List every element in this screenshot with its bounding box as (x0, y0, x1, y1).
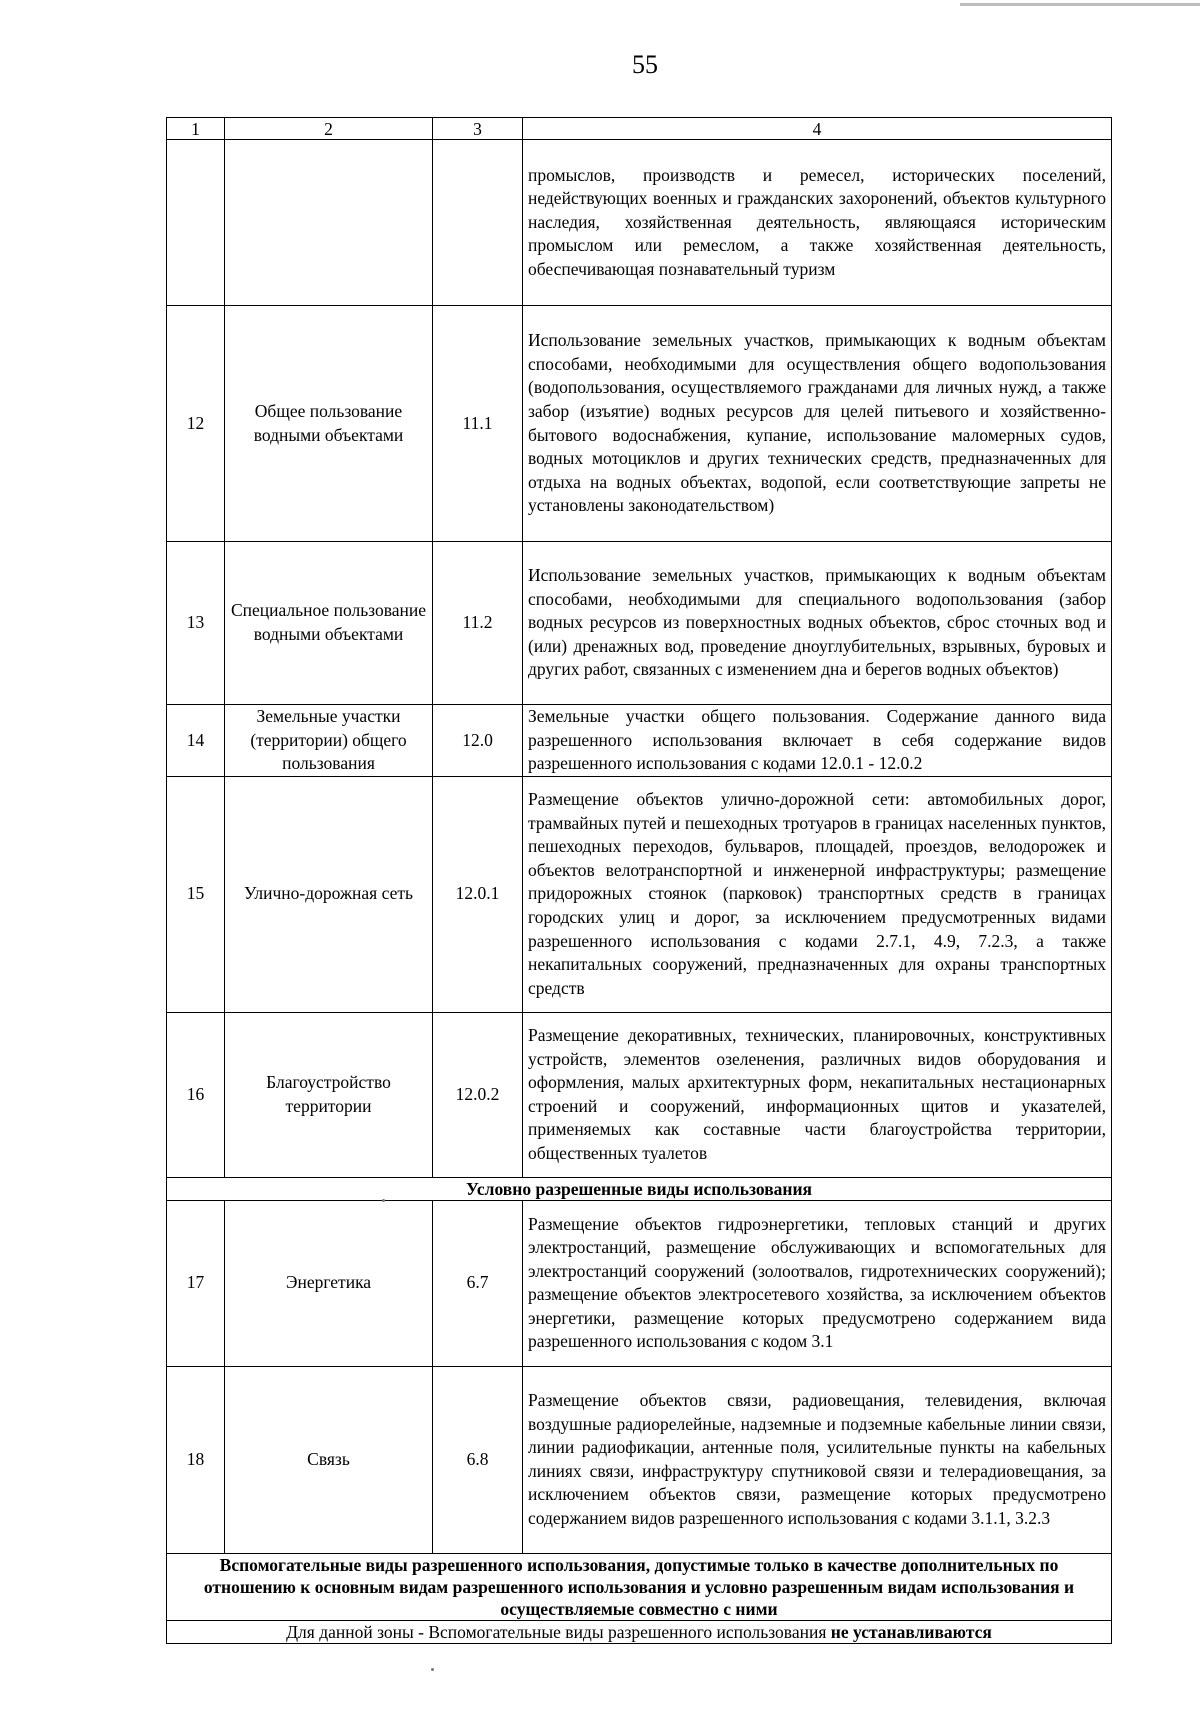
row-name: Улично-дорожная сеть (225, 776, 433, 1012)
column-header-3: 3 (433, 118, 523, 140)
table-row (167, 705, 1112, 777)
scan-edge-line (960, 3, 1200, 6)
row-description: Использование земельных участков, примыкающих к водным объектам способами, необходимыми для специального водопользования (забор водных ресурсов из поверхностных водных объектов, сброс сточных вод и (или) дренажных вод, проведение дноуглубительных, взрывных, буровых и других работ, связанных с изменением дна и берегов водных объектов) (523, 542, 1112, 705)
row-name: Специальное пользование водными объектами (225, 542, 433, 705)
row-name: Связь (225, 1366, 433, 1553)
row-name: Земельные участки (территории) общего пользования (225, 705, 433, 777)
footer-row (167, 1620, 1112, 1643)
table-row (167, 1200, 1112, 1366)
footer-prefix: Для данной зоны - Вспомогательные виды разрешенного использования (286, 1621, 827, 1642)
section-title: Условно разрешенные виды использования (167, 1177, 1112, 1200)
row-code (433, 140, 523, 306)
row-number: 17 (167, 1200, 225, 1366)
table-row (167, 1366, 1112, 1553)
row-number: 14 (167, 705, 225, 777)
row-name: Общее пользование водными объектами (225, 306, 433, 542)
column-header-4: 4 (523, 118, 1112, 140)
row-code: 11.1 (433, 306, 523, 542)
row-number: 12 (167, 306, 225, 542)
footer-note (167, 1620, 1112, 1643)
auxiliary-uses-section (167, 1553, 1112, 1620)
row-description: промыслов, производств и ремесел, исторических поселений, недействующих военных и гражданских захоронений, объектов культурного наследия, хозяйственная деятельность, являющаяся историческим промыслом или ремеслом, а также хозяйственная деятельность, обеспечивающая познавательный туризм (523, 140, 1112, 306)
row-name (225, 140, 433, 306)
scan-speck (431, 1668, 434, 1671)
row-code: 12.0 (433, 705, 523, 777)
table-row (167, 1012, 1112, 1177)
table-row (167, 776, 1112, 1012)
row-code: 6.7 (433, 1200, 523, 1366)
row-number: 18 (167, 1366, 225, 1553)
column-header-1: 1 (167, 118, 225, 140)
row-number (167, 140, 225, 306)
row-description: Земельные участки общего пользования. Содержание данного вида разрешенного использования включает в себя содержание видов разрешенного использования с кодами 12.0.1 - 12.0.2 (523, 705, 1112, 777)
row-name: Благоустройство территории (225, 1012, 433, 1177)
row-code: 12.0.2 (433, 1012, 523, 1177)
table-row (167, 542, 1112, 705)
conditional-uses-section (167, 1177, 1112, 1200)
row-name: Энергетика (225, 1200, 433, 1366)
row-description: Размещение объектов улично-дорожной сети: автомобильных дорог, трамвайных путей и пешеходных тротуаров в границах населенных пунктов, пешеходных переходов, бульваров, площадей, проездов, велодорожек и объектов велотранспортной и инженерной инфраструктуры; размещение придорожных стоянок (парковок) транспортных средств в границах городских улиц и дорог, за исключением предусмотренных видами разрешенного использования с кодами 2.7.1, 4.9, 7.2.3, а также некапитальных сооружений, предназначенных для охраны транспортных средств (523, 776, 1112, 1012)
row-description: Использование земельных участков, примыкающих к водным объектам способами, необходимыми для осуществления общего водопользования (водопользования, осуществляемого гражданами для личных нужд, а также забор (изъятие) водных ресурсов для целей питьевого и хозяйственно-бытового водоснабжения, купание, использование маломерных судов, водных мотоциклов и других технических средств, предназначенных для отдыха на водных объектах, водопой, если соответствующие запреты не установлены законодательством) (523, 306, 1112, 542)
row-code: 12.0.1 (433, 776, 523, 1012)
row-number: 15 (167, 776, 225, 1012)
row-code: 6.8 (433, 1366, 523, 1553)
page-number: 55 (632, 50, 658, 79)
footer-bold: не устанавливаются (830, 1621, 992, 1642)
table-row-continued (167, 140, 1112, 306)
row-description: Размещение объектов связи, радиовещания, телевидения, включая воздушные радиорелейные, надземные и подземные кабельные линии связи, линии радиофикации, антенные поля, усилительные пункты на кабельных линиях связи, инфраструктуру спутниковой связи и телерадиовещания, за исключением объектов связи, размещение которых предусмотрено содержанием видов разрешенного использования с кодами 3.1.1, 3.2.3 (523, 1366, 1112, 1553)
row-number: 13 (167, 542, 225, 705)
row-description: Размещение декоративных, технических, планировочных, конструктивных устройств, элементов озеленения, различных видов оборудования и оформления, малых архитектурных форм, некапитальных нестационарных строений и сооружений, информационных щитов и указателей, применяемых как составные части благоустройства территории, общественных туалетов (523, 1012, 1112, 1177)
row-code: 11.2 (433, 542, 523, 705)
table-row (167, 306, 1112, 542)
scan-speck (382, 1199, 385, 1202)
column-number-row (167, 118, 1112, 140)
land-use-table (166, 117, 1112, 1644)
section-title: Вспомогательные виды разрешенного использования, допустимые только в качестве дополнительных по отношению к основным видам разрешенного использования и условно разрешенным видам использования и осуществляемые совместно с ними (167, 1553, 1112, 1620)
row-description: Размещение объектов гидроэнергетики, тепловых станций и других электростанций, размещение обслуживающих и вспомогательных для электростанций сооружений (золоотвалов, гидротехнических сооружений); размещение объектов электросетевого хозяйства, за исключением объектов энергетики, размещение которых предусмотрено содержанием вида разрешенного использования с кодом 3.1 (523, 1200, 1112, 1366)
row-number: 16 (167, 1012, 225, 1177)
column-header-2: 2 (225, 118, 433, 140)
